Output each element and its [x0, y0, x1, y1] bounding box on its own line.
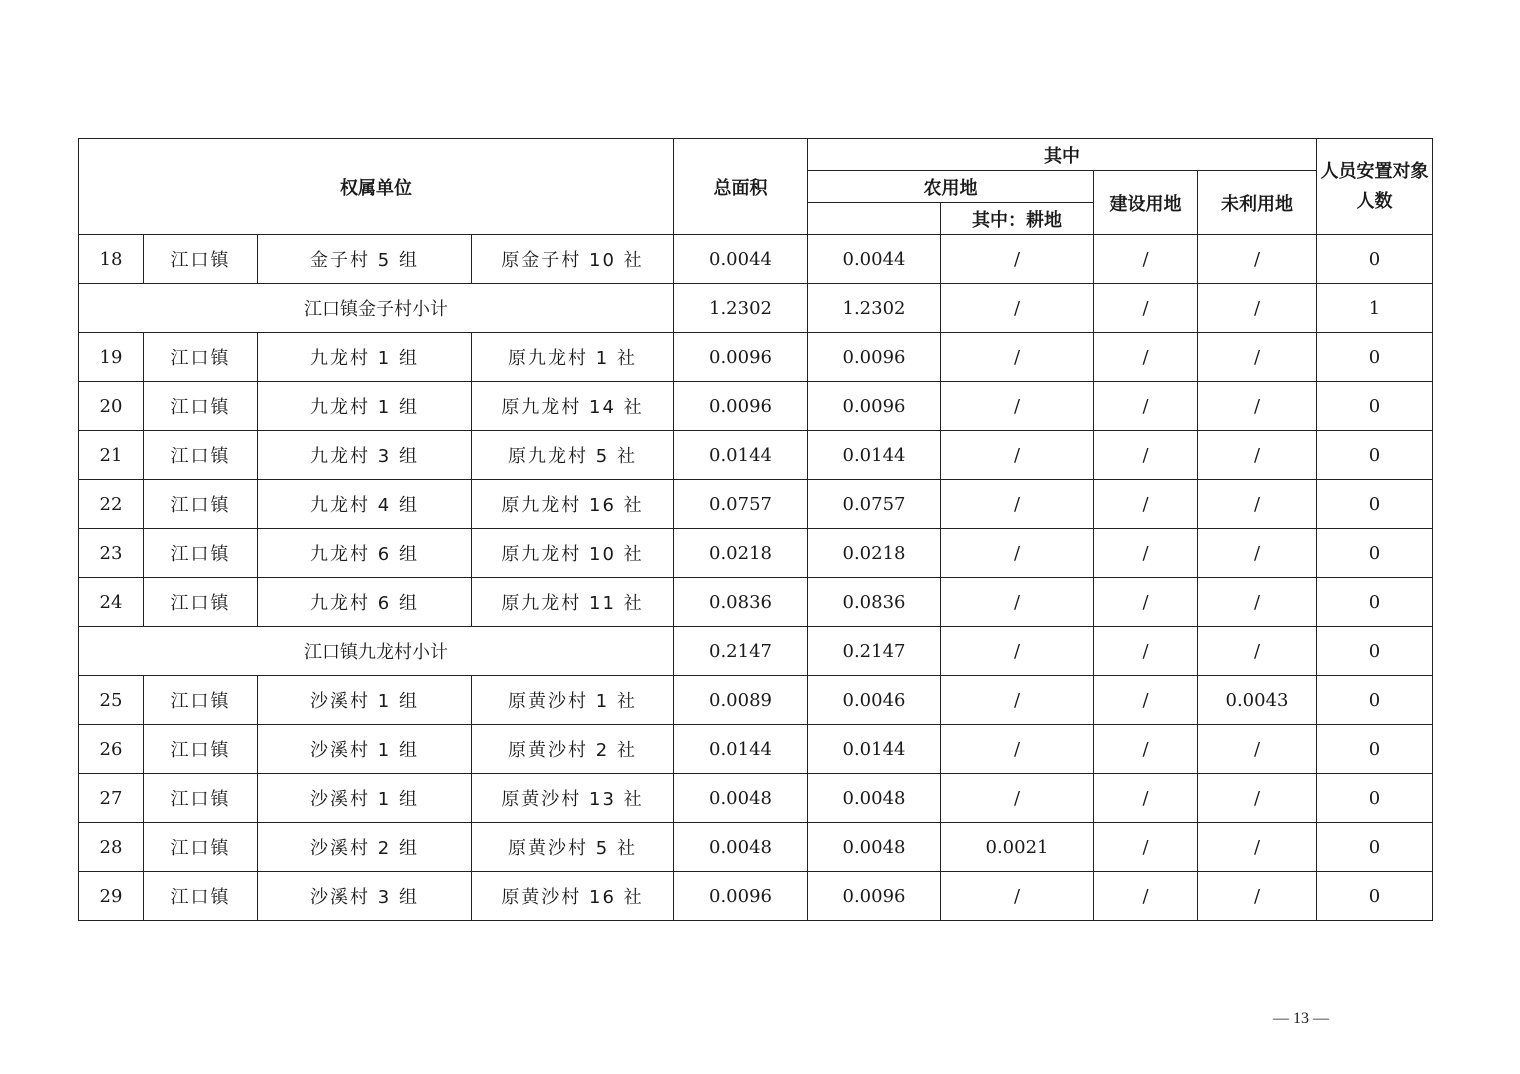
cell-resettlement-count: 0: [1317, 676, 1433, 725]
cell-original-unit: 原九龙村 10 社: [472, 529, 674, 578]
cell-town: 江口镇: [144, 578, 258, 627]
cell-construction-land: /: [1094, 676, 1198, 725]
subtotal-label: 江口镇九龙村小计: [79, 627, 674, 676]
cell-total-area: 0.0048: [674, 774, 808, 823]
cell-construction-land: /: [1094, 333, 1198, 382]
cell-serial-number: 19: [79, 333, 144, 382]
cell-construction-land: /: [1094, 872, 1198, 921]
cell-town: 江口镇: [144, 676, 258, 725]
cell-resettlement-count: 1: [1317, 284, 1433, 333]
header-total-area: 总面积: [674, 139, 808, 235]
cell-original-unit: 原九龙村 1 社: [472, 333, 674, 382]
cell-total-area: 1.2302: [674, 284, 808, 333]
cell-total-area: 0.0096: [674, 872, 808, 921]
cell-original-unit: 原九龙村 14 社: [472, 382, 674, 431]
cell-construction-land: /: [1094, 578, 1198, 627]
cell-unused-land: /: [1198, 235, 1317, 284]
cell-cultivated-land: /: [941, 676, 1094, 725]
cell-resettlement-count: 0: [1317, 480, 1433, 529]
cell-cultivated-land: /: [941, 578, 1094, 627]
cell-resettlement-count: 0: [1317, 627, 1433, 676]
cell-unused-land: /: [1198, 627, 1317, 676]
cell-serial-number: 24: [79, 578, 144, 627]
cell-cultivated-land: 0.0021: [941, 823, 1094, 872]
cell-serial-number: 26: [79, 725, 144, 774]
cell-serial-number: 18: [79, 235, 144, 284]
cell-construction-land: /: [1094, 284, 1198, 333]
header-unused-land: 未利用地: [1198, 171, 1317, 235]
table-row: [79, 529, 1433, 578]
cell-resettlement-count: 0: [1317, 578, 1433, 627]
cell-resettlement-count: 0: [1317, 774, 1433, 823]
cell-cultivated-land: /: [941, 235, 1094, 284]
cell-original-unit: 原黄沙村 13 社: [472, 774, 674, 823]
header-resettlement-count: 人员安置对象人数: [1317, 139, 1433, 235]
cell-village-group: 九龙村 6 组: [258, 578, 472, 627]
cell-unused-land: /: [1198, 333, 1317, 382]
cell-agricultural-land: 0.0144: [808, 725, 941, 774]
cell-cultivated-land: /: [941, 382, 1094, 431]
header-agricultural-land: 农用地: [808, 171, 1094, 203]
cell-serial-number: 20: [79, 382, 144, 431]
cell-serial-number: 28: [79, 823, 144, 872]
cell-cultivated-land: /: [941, 529, 1094, 578]
subtotal-row: [79, 627, 1433, 676]
table-row: [79, 333, 1433, 382]
cell-construction-land: /: [1094, 382, 1198, 431]
cell-village-group: 九龙村 4 组: [258, 480, 472, 529]
cell-serial-number: 29: [79, 872, 144, 921]
cell-total-area: 0.2147: [674, 627, 808, 676]
cell-construction-land: /: [1094, 480, 1198, 529]
cell-unused-land: /: [1198, 382, 1317, 431]
cell-unused-land: /: [1198, 725, 1317, 774]
cell-total-area: 0.0218: [674, 529, 808, 578]
cell-cultivated-land: /: [941, 872, 1094, 921]
cell-village-group: 九龙村 1 组: [258, 382, 472, 431]
cell-construction-land: /: [1094, 725, 1198, 774]
cell-agricultural-land: 0.0096: [808, 872, 941, 921]
cell-serial-number: 21: [79, 431, 144, 480]
cell-serial-number: 25: [79, 676, 144, 725]
header-agricultural-total: [808, 203, 941, 235]
cell-village-group: 九龙村 3 组: [258, 431, 472, 480]
cell-original-unit: 原九龙村 5 社: [472, 431, 674, 480]
cell-construction-land: /: [1094, 774, 1198, 823]
cell-original-unit: 原黄沙村 1 社: [472, 676, 674, 725]
cell-cultivated-land: /: [941, 627, 1094, 676]
cell-cultivated-land: /: [941, 725, 1094, 774]
cell-cultivated-land: /: [941, 431, 1094, 480]
cell-cultivated-land: /: [941, 774, 1094, 823]
cell-cultivated-land: /: [941, 480, 1094, 529]
cell-construction-land: /: [1094, 431, 1198, 480]
cell-agricultural-land: 0.0048: [808, 823, 941, 872]
cell-village-group: 沙溪村 3 组: [258, 872, 472, 921]
cell-construction-land: /: [1094, 627, 1198, 676]
cell-resettlement-count: 0: [1317, 431, 1433, 480]
cell-town: 江口镇: [144, 725, 258, 774]
cell-agricultural-land: 0.2147: [808, 627, 941, 676]
cell-construction-land: /: [1094, 529, 1198, 578]
table-row: [79, 676, 1433, 725]
cell-town: 江口镇: [144, 480, 258, 529]
cell-unused-land: /: [1198, 774, 1317, 823]
table-row: [79, 480, 1433, 529]
cell-total-area: 0.0096: [674, 333, 808, 382]
cell-resettlement-count: 0: [1317, 725, 1433, 774]
header-construction-land: 建设用地: [1094, 171, 1198, 235]
table-row: [79, 382, 1433, 431]
cell-agricultural-land: 0.0096: [808, 382, 941, 431]
cell-unused-land: /: [1198, 578, 1317, 627]
cell-unused-land: /: [1198, 529, 1317, 578]
cell-construction-land: /: [1094, 235, 1198, 284]
cell-total-area: 0.0096: [674, 382, 808, 431]
table-row: [79, 725, 1433, 774]
cell-unused-land: /: [1198, 823, 1317, 872]
cell-original-unit: 原黄沙村 5 社: [472, 823, 674, 872]
cell-resettlement-count: 0: [1317, 823, 1433, 872]
cell-unused-land: /: [1198, 431, 1317, 480]
cell-village-group: 金子村 5 组: [258, 235, 472, 284]
land-table: [78, 138, 1433, 921]
cell-agricultural-land: 0.0048: [808, 774, 941, 823]
table-row: [79, 774, 1433, 823]
cell-town: 江口镇: [144, 529, 258, 578]
cell-resettlement-count: 0: [1317, 872, 1433, 921]
cell-agricultural-land: 0.0836: [808, 578, 941, 627]
cell-agricultural-land: 0.0044: [808, 235, 941, 284]
cell-agricultural-land: 0.0144: [808, 431, 941, 480]
cell-village-group: 九龙村 6 组: [258, 529, 472, 578]
cell-total-area: 0.0757: [674, 480, 808, 529]
cell-village-group: 沙溪村 1 组: [258, 676, 472, 725]
cell-resettlement-count: 0: [1317, 529, 1433, 578]
cell-village-group: 沙溪村 2 组: [258, 823, 472, 872]
cell-resettlement-count: 0: [1317, 382, 1433, 431]
cell-town: 江口镇: [144, 382, 258, 431]
cell-town: 江口镇: [144, 431, 258, 480]
cell-total-area: 0.0048: [674, 823, 808, 872]
cell-town: 江口镇: [144, 235, 258, 284]
cell-total-area: 0.0144: [674, 431, 808, 480]
cell-town: 江口镇: [144, 774, 258, 823]
cell-cultivated-land: /: [941, 333, 1094, 382]
header-owner-unit: 权属单位: [79, 139, 674, 235]
cell-village-group: 沙溪村 1 组: [258, 725, 472, 774]
cell-unused-land: /: [1198, 284, 1317, 333]
table-row: [79, 235, 1433, 284]
cell-unused-land: 0.0043: [1198, 676, 1317, 725]
table-body: [79, 235, 1433, 921]
header-cultivated-land: 其中：耕地: [941, 203, 1094, 235]
cell-serial-number: 23: [79, 529, 144, 578]
cell-total-area: 0.0089: [674, 676, 808, 725]
cell-total-area: 0.0836: [674, 578, 808, 627]
header-of-which: 其中: [808, 139, 1317, 171]
cell-original-unit: 原九龙村 11 社: [472, 578, 674, 627]
cell-agricultural-land: 0.0096: [808, 333, 941, 382]
cell-cultivated-land: /: [941, 284, 1094, 333]
cell-serial-number: 27: [79, 774, 144, 823]
cell-unused-land: /: [1198, 480, 1317, 529]
cell-unused-land: /: [1198, 872, 1317, 921]
cell-agricultural-land: 0.0218: [808, 529, 941, 578]
cell-agricultural-land: 0.0046: [808, 676, 941, 725]
table-row: [79, 823, 1433, 872]
table-header: [79, 139, 1433, 235]
cell-construction-land: /: [1094, 823, 1198, 872]
cell-town: 江口镇: [144, 823, 258, 872]
cell-village-group: 九龙村 1 组: [258, 333, 472, 382]
cell-original-unit: 原金子村 10 社: [472, 235, 674, 284]
cell-original-unit: 原黄沙村 16 社: [472, 872, 674, 921]
cell-total-area: 0.0144: [674, 725, 808, 774]
cell-resettlement-count: 0: [1317, 235, 1433, 284]
cell-agricultural-land: 0.0757: [808, 480, 941, 529]
page-number: — 13 —: [1273, 1010, 1329, 1027]
cell-agricultural-land: 1.2302: [808, 284, 941, 333]
cell-town: 江口镇: [144, 872, 258, 921]
table-row: [79, 578, 1433, 627]
subtotal-label: 江口镇金子村小计: [79, 284, 674, 333]
cell-resettlement-count: 0: [1317, 333, 1433, 382]
cell-village-group: 沙溪村 1 组: [258, 774, 472, 823]
subtotal-row: [79, 284, 1433, 333]
cell-total-area: 0.0044: [674, 235, 808, 284]
cell-original-unit: 原黄沙村 2 社: [472, 725, 674, 774]
cell-original-unit: 原九龙村 16 社: [472, 480, 674, 529]
cell-serial-number: 22: [79, 480, 144, 529]
table-row: [79, 431, 1433, 480]
cell-town: 江口镇: [144, 333, 258, 382]
table-row: [79, 872, 1433, 921]
